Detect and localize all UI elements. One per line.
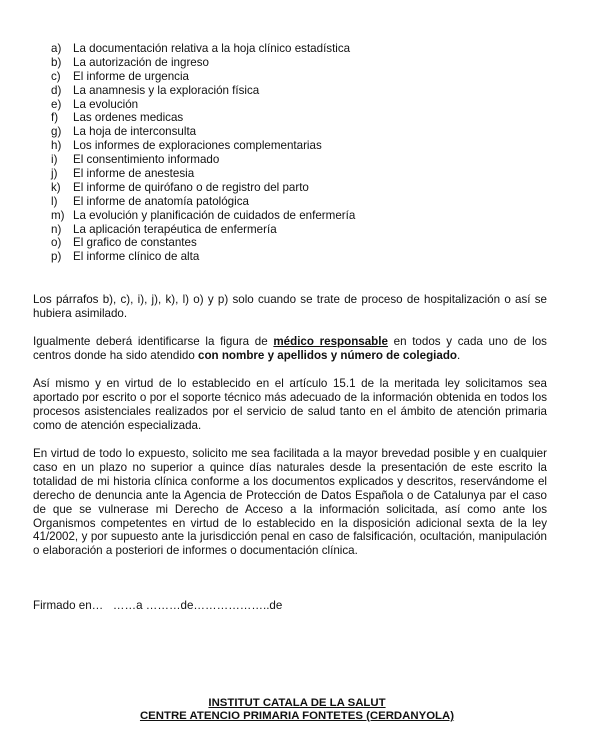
list-item-text: Los informes de exploraciones complementarias [73, 139, 322, 153]
paragraph-text: Igualmente deberá identificarse la figura de [33, 335, 274, 348]
paragraph-hospitalization-note: Los párrafos b), c), i), j), k), l) o) y p) solo cuando se trate de proceso de hospitalización o así se hubiera asimilado. [33, 293, 547, 320]
list-marker: h) [51, 139, 62, 153]
list-marker: k) [51, 180, 61, 194]
list-marker: a) [51, 42, 62, 55]
list-item-text: Las ordenes medicas [73, 111, 184, 125]
list-item [51, 56, 355, 70]
recipient-footer [0, 697, 594, 723]
list-marker: g) [51, 125, 62, 139]
list-item [51, 111, 355, 125]
list-item-text: El informe de anestesia [73, 167, 195, 181]
list-item-text: La aplicación terapéutica de enfermería [73, 222, 277, 236]
list-marker: l) [51, 194, 58, 208]
list-marker: c) [51, 69, 61, 83]
center-name: CENTRE ATENCIO PRIMARIA FONTETES (CERDANYOLA) [139, 710, 455, 722]
list-item-text: El consentimiento informado [73, 153, 220, 167]
list-item-text: El informe clínico de alta [73, 250, 200, 264]
paragraph-formal-request: En virtud de todo lo expuesto, solicito me sea facilitada a la mayor brevedad posible y en cualquier caso en un plazo no superior a quince días naturales desde la presentación de este escrito la totalidad de mi historia clínica conforme a los documentos explicados y descritos, reservándome el derecho de denuncia ante la Agencia de Protección de Datos Española o de Catalunya par el caso de que se vulnerase mi Derecho de Acceso a la información solicitada, así como ante los Organismos competentes en virtud de lo establecido en la disposición adicional sexta de la ley 41/2002, y por supuesto ante la jurisdicción penal en caso de falsificación, ocultación, manipulación o elaboración a posteriori de informes o documentación clínica. [33, 447, 547, 558]
list-item [51, 98, 355, 112]
list-item-text: El informe de anatomía patológica [73, 194, 249, 208]
paragraph-text: en todos y cada uno de los centros donde ha sido atendido [33, 335, 547, 362]
name-and-license-term: con nombre y apellidos y número de colegiado [198, 348, 457, 362]
list-item [51, 125, 355, 139]
institution-name: INSTITUT CATALA DE LA SALUT [208, 697, 386, 709]
paragraph-text: . [457, 348, 461, 362]
list-marker: o) [51, 236, 62, 250]
list-marker: b) [51, 55, 62, 69]
list-marker: i) [51, 153, 58, 167]
list-item-text: La evolución y planificación de cuidados de enfermería [73, 208, 356, 222]
documents-list [51, 42, 355, 264]
responsible-doctor-term: médico responsable [273, 335, 388, 348]
list-marker: p) [51, 250, 62, 264]
list-item-text: La anamnesis y la exploración física [73, 83, 260, 97]
list-item-text: La autorización de ingreso [73, 55, 209, 69]
paragraph-responsible-doctor [33, 335, 547, 363]
list-item [51, 70, 355, 84]
signature-line: Firmado en… ……a ………de………………..de [33, 599, 283, 612]
list-item [51, 42, 355, 56]
list-item-text: La evolución [73, 97, 139, 111]
list-item [51, 195, 355, 209]
paragraph-article-request: Así mismo y en virtud de lo establecido en el artículo 15.1 de la meritada ley solicitamos sea aportado por escrito o por el soporte técnico más adecuado de la información obtenida en todos los procesos asistenciales realizados por el servicio de salud tanto en el ámbito de atención primaria como de atención especializada. [33, 377, 547, 432]
list-marker: m) [51, 208, 65, 222]
list-item [51, 167, 355, 181]
list-item-text: La hoja de interconsulta [73, 125, 197, 139]
list-marker: d) [51, 83, 62, 97]
list-item [51, 84, 355, 98]
list-item-text: El informe de quirófano o de registro del parto [73, 180, 309, 194]
list-item [51, 223, 355, 237]
list-marker: e) [51, 97, 62, 111]
list-item [51, 209, 355, 223]
list-item-text: El grafico de constantes [73, 236, 197, 250]
list-marker: n) [51, 222, 62, 236]
list-item [51, 139, 355, 153]
list-marker: j) [51, 167, 58, 181]
list-item [51, 250, 355, 264]
list-item [51, 153, 355, 167]
list-item [51, 181, 355, 195]
list-item [51, 236, 355, 250]
list-item-text: El informe de urgencia [73, 69, 189, 83]
list-marker: f) [51, 111, 59, 125]
list-item-text: La documentación relativa a la hoja clínico estadística [73, 42, 351, 55]
